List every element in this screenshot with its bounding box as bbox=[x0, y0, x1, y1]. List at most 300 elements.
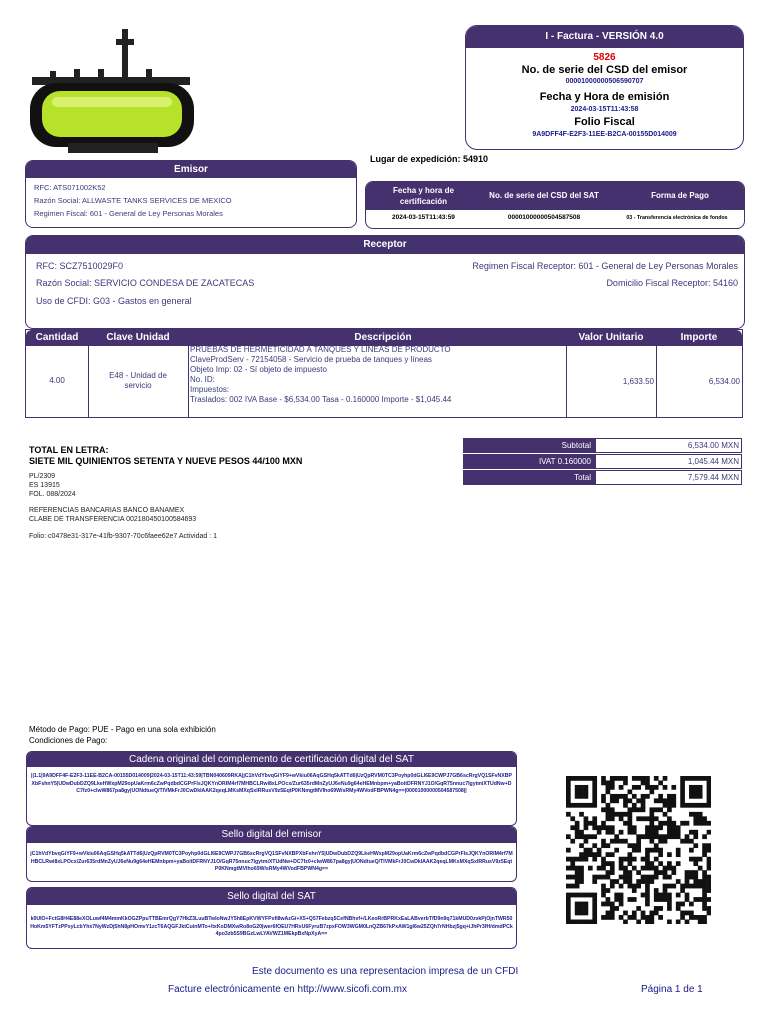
qr-module bbox=[654, 888, 659, 893]
qr-module bbox=[641, 816, 646, 821]
emisor-header: Emisor bbox=[26, 161, 356, 178]
qr-module bbox=[597, 848, 602, 853]
qr-module bbox=[649, 830, 654, 835]
qr-module bbox=[663, 803, 668, 808]
qr-module bbox=[702, 906, 707, 911]
qr-module bbox=[606, 812, 611, 817]
qr-module bbox=[693, 884, 698, 889]
qr-module bbox=[584, 848, 589, 853]
qr-module bbox=[667, 834, 672, 839]
qr-module bbox=[610, 780, 615, 785]
qr-module bbox=[698, 879, 703, 884]
qr-module bbox=[601, 893, 606, 898]
qr-module bbox=[667, 794, 672, 799]
qr-module bbox=[693, 870, 698, 875]
qr-module bbox=[685, 897, 690, 902]
qr-module bbox=[601, 843, 606, 848]
qr-module bbox=[566, 798, 571, 803]
qr-module bbox=[658, 839, 663, 844]
qr-module bbox=[610, 884, 615, 889]
totals-row-total bbox=[463, 470, 742, 485]
qr-module bbox=[614, 794, 619, 799]
qr-module bbox=[579, 920, 584, 924]
qr-module bbox=[632, 785, 637, 790]
qr-module bbox=[645, 830, 650, 835]
col-clave-unidad: Clave Unidad bbox=[106, 332, 170, 343]
qr-module bbox=[614, 848, 619, 853]
qr-module bbox=[654, 848, 659, 853]
qr-module bbox=[693, 794, 698, 799]
qr-module bbox=[702, 834, 707, 839]
qr-module bbox=[566, 893, 571, 898]
qr-module bbox=[579, 911, 584, 916]
qr-module bbox=[671, 798, 676, 803]
qr-module bbox=[707, 861, 711, 866]
qr-module bbox=[601, 875, 606, 880]
qr-module bbox=[689, 857, 694, 862]
qr-module bbox=[592, 897, 597, 902]
qr-module bbox=[676, 906, 681, 911]
qr-module bbox=[654, 785, 659, 790]
qr-module bbox=[654, 816, 659, 821]
qr-module bbox=[645, 780, 650, 785]
qr-module bbox=[628, 816, 633, 821]
qr-module bbox=[610, 807, 615, 812]
qr-module bbox=[654, 870, 659, 875]
totals-row-iva bbox=[463, 454, 742, 469]
qr-module bbox=[685, 893, 690, 898]
qr-module bbox=[702, 897, 707, 902]
qr-module bbox=[619, 884, 624, 889]
lugar-expedicion: Lugar de expedición: 54910 bbox=[370, 154, 489, 164]
qr-module bbox=[680, 798, 685, 803]
qr-module bbox=[698, 812, 703, 817]
qr-module bbox=[707, 780, 711, 785]
qr-module bbox=[584, 906, 589, 911]
qr-module bbox=[588, 852, 593, 857]
qr-module bbox=[575, 803, 580, 808]
qr-module bbox=[667, 807, 672, 812]
qr-module bbox=[606, 897, 611, 902]
qr-module bbox=[584, 893, 589, 898]
certificacion-box bbox=[365, 181, 745, 229]
qr-module bbox=[601, 915, 606, 920]
qr-module bbox=[707, 884, 711, 889]
qr-module bbox=[693, 857, 698, 862]
qr-module bbox=[641, 794, 646, 799]
emisor-rfc: RFC: ATS071002K52 bbox=[34, 183, 106, 192]
qr-module bbox=[654, 906, 659, 911]
items-header-row bbox=[26, 330, 742, 346]
qr-module bbox=[592, 915, 597, 920]
qr-module bbox=[566, 897, 571, 902]
qr-module bbox=[619, 893, 624, 898]
qr-module bbox=[632, 866, 637, 871]
qr-module bbox=[575, 794, 580, 799]
qr-module bbox=[566, 848, 571, 853]
cert-fecha-header: Fecha y hora de certificación bbox=[393, 186, 454, 206]
qr-module bbox=[698, 920, 703, 924]
qr-module bbox=[628, 821, 633, 826]
qr-module bbox=[566, 789, 571, 794]
qr-module bbox=[667, 893, 672, 898]
qr-module bbox=[689, 794, 694, 799]
qr-module bbox=[610, 825, 615, 830]
qr-module bbox=[654, 897, 659, 902]
qr-module bbox=[658, 848, 663, 853]
qr-module bbox=[685, 803, 690, 808]
qr-module bbox=[654, 798, 659, 803]
qr-module bbox=[698, 857, 703, 862]
qr-module bbox=[689, 848, 694, 853]
qr-module bbox=[614, 812, 619, 817]
qr-module bbox=[619, 857, 624, 862]
item-descripcion bbox=[190, 345, 562, 405]
footer-representacion: Este documento es una representacion impresa de un CFDI bbox=[252, 966, 519, 977]
qr-module bbox=[575, 893, 580, 898]
qr-module bbox=[579, 870, 584, 875]
qr-module bbox=[702, 821, 707, 826]
item-cantidad: 4.00 bbox=[49, 376, 65, 385]
qr-module bbox=[698, 803, 703, 808]
qr-module bbox=[584, 794, 589, 799]
qr-module bbox=[632, 911, 637, 916]
note-line: PL/2309 bbox=[29, 473, 56, 480]
qr-module bbox=[641, 879, 646, 884]
qr-module bbox=[645, 776, 650, 781]
qr-module bbox=[588, 834, 593, 839]
qr-module bbox=[689, 839, 694, 844]
qr-module bbox=[649, 866, 654, 871]
qr-module bbox=[663, 798, 668, 803]
qr-module bbox=[592, 852, 597, 857]
qr-module bbox=[570, 861, 575, 866]
qr-module bbox=[623, 821, 628, 826]
qr-module bbox=[614, 839, 619, 844]
qr-module bbox=[685, 821, 690, 826]
qr-module bbox=[698, 785, 703, 790]
qr-module bbox=[689, 884, 694, 889]
qr-module bbox=[649, 834, 654, 839]
qr-module bbox=[680, 794, 685, 799]
qr-module bbox=[676, 879, 681, 884]
qr-module bbox=[702, 920, 707, 924]
qr-module bbox=[614, 834, 619, 839]
qr-module bbox=[619, 915, 624, 920]
iva-value: 1,045.44 MXN bbox=[595, 454, 742, 469]
qr-module bbox=[685, 834, 690, 839]
qr-module bbox=[680, 803, 685, 808]
qr-module bbox=[575, 830, 580, 835]
total-value: 7,579.44 MXN bbox=[595, 470, 742, 485]
qr-module bbox=[667, 920, 672, 924]
qr-module bbox=[575, 834, 580, 839]
qr-module bbox=[702, 893, 707, 898]
qr-module bbox=[707, 866, 711, 871]
qr-module bbox=[610, 776, 615, 781]
qr-module bbox=[698, 776, 703, 781]
qr-module bbox=[570, 839, 575, 844]
qr-module bbox=[623, 870, 628, 875]
qr-module bbox=[570, 866, 575, 871]
qr-module bbox=[702, 902, 707, 907]
qr-module bbox=[592, 816, 597, 821]
qr-module bbox=[584, 857, 589, 862]
qr-module bbox=[601, 798, 606, 803]
qr-module bbox=[658, 906, 663, 911]
qr-module bbox=[601, 821, 606, 826]
qr-module bbox=[667, 830, 672, 835]
qr-module bbox=[658, 807, 663, 812]
qr-module bbox=[566, 915, 571, 920]
qr-module bbox=[623, 866, 628, 871]
cert-csd-sat-value: 00001000000504587508 bbox=[507, 214, 581, 221]
qr-module bbox=[693, 821, 698, 826]
footer-page-number: Página 1 de 1 bbox=[641, 984, 703, 995]
qr-module bbox=[610, 812, 615, 817]
qr-module bbox=[658, 780, 663, 785]
qr-module bbox=[597, 830, 602, 835]
qr-module bbox=[575, 906, 580, 911]
sat-qr-code bbox=[566, 776, 711, 924]
qr-module bbox=[606, 861, 611, 866]
qr-module bbox=[592, 825, 597, 830]
qr-module bbox=[658, 915, 663, 920]
qr-module bbox=[592, 843, 597, 848]
qr-module bbox=[601, 866, 606, 871]
qr-module bbox=[606, 915, 611, 920]
qr-module bbox=[676, 920, 681, 924]
qr-module bbox=[619, 794, 624, 799]
qr-module bbox=[667, 816, 672, 821]
qr-module bbox=[658, 834, 663, 839]
qr-module bbox=[610, 866, 615, 871]
qr-module bbox=[570, 825, 575, 830]
qr-module bbox=[702, 875, 707, 880]
qr-module bbox=[570, 875, 575, 880]
qr-module bbox=[619, 875, 624, 880]
qr-module bbox=[671, 884, 676, 889]
qr-module bbox=[667, 798, 672, 803]
qr-module bbox=[685, 839, 690, 844]
qr-module bbox=[641, 875, 646, 880]
qr-module bbox=[610, 915, 615, 920]
qr-module bbox=[579, 785, 584, 790]
qr-module bbox=[667, 906, 672, 911]
qr-module bbox=[566, 803, 571, 808]
csd-emisor-value: 00001000000506590707 bbox=[565, 78, 644, 85]
qr-module bbox=[680, 821, 685, 826]
qr-module bbox=[649, 789, 654, 794]
qr-module bbox=[592, 798, 597, 803]
qr-module bbox=[707, 803, 711, 808]
qr-module bbox=[592, 893, 597, 898]
qr-module bbox=[649, 861, 654, 866]
qr-module bbox=[579, 875, 584, 880]
qr-module bbox=[693, 834, 698, 839]
qr-module bbox=[566, 785, 571, 790]
qr-module bbox=[601, 825, 606, 830]
qr-module bbox=[601, 839, 606, 844]
qr-module bbox=[597, 866, 602, 871]
qr-module bbox=[601, 861, 606, 866]
qr-module bbox=[676, 834, 681, 839]
qr-module bbox=[575, 789, 580, 794]
qr-module bbox=[579, 812, 584, 817]
qr-module bbox=[610, 852, 615, 857]
qr-module bbox=[566, 911, 571, 916]
qr-module bbox=[698, 789, 703, 794]
qr-module bbox=[658, 794, 663, 799]
qr-module bbox=[592, 920, 597, 924]
qr-module bbox=[623, 794, 628, 799]
qr-module bbox=[645, 920, 650, 924]
folio-line: Folio: c0478e31-317e-41fb-9307-70c6faee62e7 Actividad : 1 bbox=[29, 533, 217, 540]
emisor-regimen: Regimen Fiscal: 601 - General de Ley Personas Morales bbox=[34, 209, 223, 218]
qr-module bbox=[606, 852, 611, 857]
receptor-header: Receptor bbox=[26, 236, 744, 254]
qr-module bbox=[693, 803, 698, 808]
qr-module bbox=[566, 902, 571, 907]
qr-module bbox=[689, 803, 694, 808]
qr-module bbox=[663, 812, 668, 817]
qr-module bbox=[658, 825, 663, 830]
qr-module bbox=[685, 879, 690, 884]
totals-table bbox=[463, 438, 742, 485]
qr-module bbox=[636, 839, 641, 844]
qr-module bbox=[584, 825, 589, 830]
qr-module bbox=[614, 798, 619, 803]
qr-module bbox=[588, 893, 593, 898]
qr-module bbox=[707, 857, 711, 862]
qr-module bbox=[628, 789, 633, 794]
qr-module bbox=[671, 794, 676, 799]
qr-module bbox=[575, 911, 580, 916]
iva-label: IVAT 0.160000 bbox=[463, 454, 595, 469]
qr-module bbox=[698, 821, 703, 826]
qr-module bbox=[601, 857, 606, 862]
footer-facture-link[interactable]: Facture electrónicamente en http://www.sicofi.com.mx bbox=[168, 984, 407, 995]
qr-module bbox=[676, 902, 681, 907]
qr-module bbox=[663, 839, 668, 844]
qr-module bbox=[623, 920, 628, 924]
qr-module bbox=[628, 852, 633, 857]
qr-module bbox=[680, 911, 685, 916]
qr-module bbox=[671, 821, 676, 826]
qr-module bbox=[707, 848, 711, 853]
qr-module bbox=[707, 794, 711, 799]
qr-module bbox=[654, 807, 659, 812]
qr-module bbox=[707, 843, 711, 848]
qr-module bbox=[707, 911, 711, 916]
qr-module bbox=[676, 893, 681, 898]
qr-module bbox=[575, 821, 580, 826]
qr-module bbox=[649, 812, 654, 817]
qr-module bbox=[628, 798, 633, 803]
qr-module bbox=[663, 884, 668, 889]
qr-module bbox=[628, 857, 633, 862]
qr-module bbox=[649, 911, 654, 916]
qr-module bbox=[592, 875, 597, 880]
qr-module bbox=[588, 821, 593, 826]
qr-module bbox=[641, 893, 646, 898]
item-row bbox=[26, 346, 742, 417]
qr-module bbox=[570, 776, 575, 781]
qr-module bbox=[614, 776, 619, 781]
qr-module bbox=[636, 879, 641, 884]
qr-module bbox=[707, 830, 711, 835]
qr-module bbox=[702, 915, 707, 920]
qr-module bbox=[575, 884, 580, 889]
qr-module bbox=[693, 830, 698, 835]
qr-module bbox=[707, 906, 711, 911]
qr-module bbox=[693, 915, 698, 920]
qr-module bbox=[575, 785, 580, 790]
qr-module bbox=[566, 780, 571, 785]
qr-module bbox=[584, 911, 589, 916]
qr-module bbox=[570, 884, 575, 889]
total-letra-value: SIETE MIL QUINIENTOS SETENTA Y NUEVE PESOS 44/100 MXN bbox=[29, 456, 303, 466]
invoice-version-title: I - Factura - VERSIÓN 4.0 bbox=[466, 26, 743, 48]
qr-module bbox=[628, 915, 633, 920]
qr-module bbox=[579, 902, 584, 907]
qr-module bbox=[632, 915, 637, 920]
qr-module bbox=[623, 776, 628, 781]
qr-module bbox=[606, 816, 611, 821]
qr-module bbox=[628, 825, 633, 830]
qr-module bbox=[592, 879, 597, 884]
qr-module bbox=[628, 812, 633, 817]
qr-module bbox=[693, 861, 698, 866]
qr-module bbox=[628, 884, 633, 889]
qr-module bbox=[606, 780, 611, 785]
qr-module bbox=[671, 834, 676, 839]
qr-module bbox=[619, 830, 624, 835]
qr-module bbox=[680, 915, 685, 920]
receptor-rfc: RFC: SCZ7510029F0 bbox=[36, 261, 124, 271]
qr-module bbox=[707, 789, 711, 794]
qr-module bbox=[689, 875, 694, 880]
qr-module bbox=[619, 902, 624, 907]
col-importe: Importe bbox=[680, 332, 718, 343]
qr-module bbox=[566, 812, 571, 817]
qr-module bbox=[645, 848, 650, 853]
qr-module bbox=[645, 884, 650, 889]
qr-module bbox=[614, 893, 619, 898]
qr-module bbox=[707, 798, 711, 803]
qr-module bbox=[584, 852, 589, 857]
qr-module bbox=[610, 830, 615, 835]
qr-module bbox=[610, 861, 615, 866]
sello-sat-box bbox=[26, 887, 517, 949]
qr-module bbox=[636, 848, 641, 853]
receptor-domicilio: Domicilio Fiscal Receptor: 54160 bbox=[606, 278, 738, 288]
qr-module bbox=[641, 776, 646, 781]
qr-module bbox=[641, 798, 646, 803]
qr-module bbox=[601, 807, 606, 812]
qr-module bbox=[645, 915, 650, 920]
qr-module bbox=[566, 906, 571, 911]
qr-module bbox=[645, 857, 650, 862]
item-clave-unidad: E48 - Unidad de servicio bbox=[109, 371, 167, 390]
qr-module bbox=[579, 893, 584, 898]
qr-module bbox=[658, 821, 663, 826]
qr-module bbox=[707, 821, 711, 826]
qr-module bbox=[592, 803, 597, 808]
qr-module bbox=[645, 794, 650, 799]
qr-module bbox=[606, 785, 611, 790]
desc-line: Traslados: 002 IVA Base - $6,534.00 Tasa - 0.160000 Importe - $1,045.44 bbox=[190, 395, 452, 404]
